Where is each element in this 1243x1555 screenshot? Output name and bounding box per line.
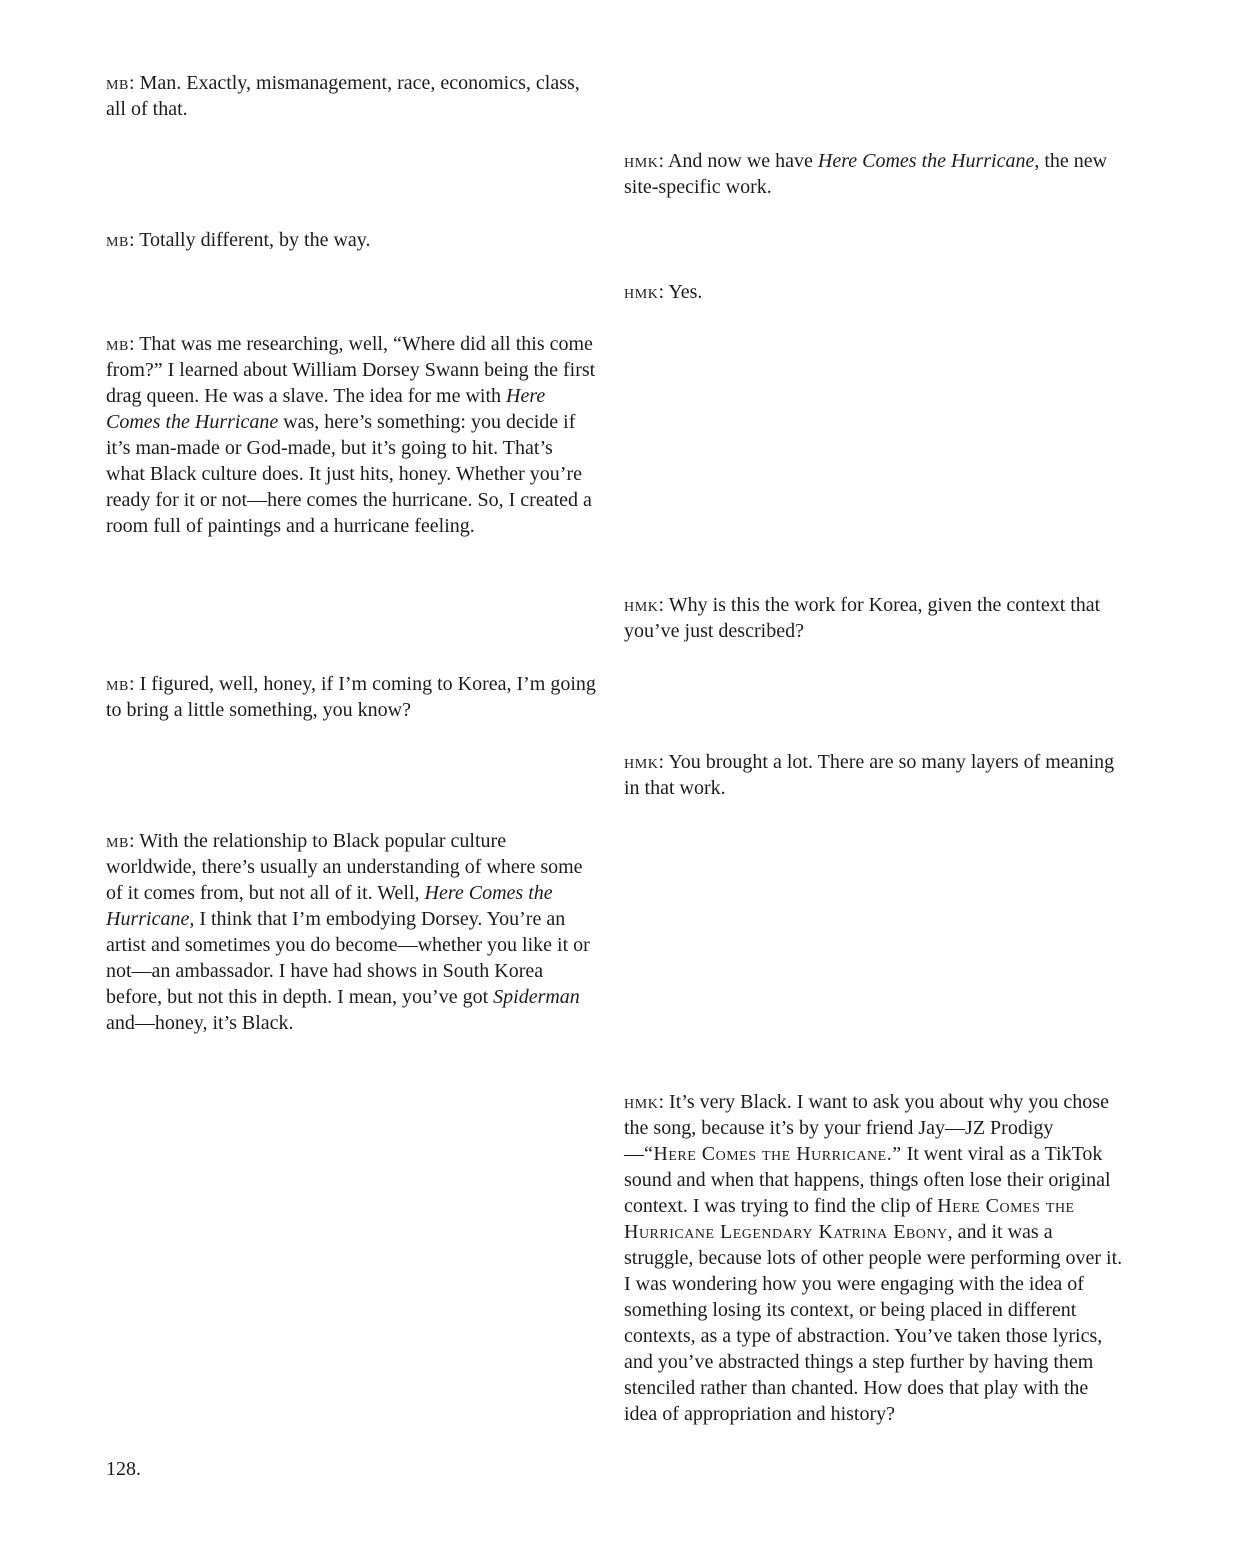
clip-title-small-caps: Here Comes the Hurricane Legendary Katrina Ebony (624, 1195, 1075, 1243)
interview-turn-hmk: hmk: You brought a lot. There are so many layers of meaning in that work. (624, 751, 1115, 799)
turn-text: It’s very Black. I want to ask you about why you chose the song, because it’s by your friend Jay—JZ Prodigy— (624, 1091, 1109, 1165)
turn-text: It went viral as a TikTok sound and when that happens, things often lose their original context. I was trying to find the clip of (624, 1143, 1111, 1217)
speaker-label-mb: mb (106, 72, 129, 94)
turn-text: Yes. (668, 281, 703, 303)
interview-turn-hmk: hmk: Why is this the work for Korea, given the context that you’ve just described? (624, 594, 1101, 642)
turn-text: And now we have (667, 150, 818, 172)
turn-text: Man. Exactly, mismanagement, race, economics, class, all of that. (106, 72, 580, 120)
turn-text: With the relationship to Black popular culture worldwide, there’s usually an understanding of where some of it comes from, but not all of it. Well, (106, 830, 583, 904)
interview-turn-mb: mb: With the relationship to Black popular culture worldwide, there’s usually an understanding of where some of it comes from, but not all of it. Well, Here Comes the Hurricane, I think that I’m embodying Dorsey. You’re an artist and sometimes you do become—whether you like it or not—an ambassador. I have had shows in South Korea before, but not this in depth. I mean, you’ve got Spiderman and—honey, it’s Black. (106, 830, 590, 1034)
work-title-italic: Here Comes the Hurricane, (106, 882, 553, 930)
turn-text: I think that I’m embodying Dorsey. You’re an artist and sometimes you do become—whether you like it or not—an ambassador. I have had shows in South Korea before, but not this in depth. I mean, you’ve got (106, 908, 590, 1008)
speaker-label-hmk: hmk (624, 751, 659, 773)
interview-turn-mb: mb: I figured, well, honey, if I’m coming to Korea, I’m going to bring a little something, you know? (106, 673, 596, 721)
work-title-italic: Spiderman (493, 986, 580, 1008)
interview-turn-hmk: hmk: And now we have Here Comes the Hurricane, the new site-specific work. (624, 150, 1108, 198)
interview-turn-mb: mb: That was me researching, well, “Where did all this come from?” I learned about William Dorsey Swann being the first drag queen. He was a slave. The idea for me with Here Comes the Hurricane was, here’s something: you decide if it’s man-made or God-made, but it’s going to hit. That’s what Black culture does. It just hits, honey. Whether you’re ready for it or not—here comes the hurricane. So, I created a room full of paintings and a hurricane feeling. (106, 333, 596, 537)
work-title-italic: Here Comes the Hurricane (817, 150, 1035, 172)
interview-turn-hmk: hmk: Yes. (624, 281, 703, 303)
speaker-label-hmk: hmk (624, 594, 659, 616)
interview-turn-mb: mb: Man. Exactly, mismanagement, race, economics, class, all of that. (106, 72, 580, 120)
speaker-label-mb: mb (106, 830, 129, 852)
turn-text: Why is this the work for Korea, given the context that you’ve just described? (624, 594, 1101, 642)
turn-text: , and it was a struggle, because lots of other people were performing over it. I was wondering how you were engaging with the idea of something losing its context, or being placed in different contexts, as a type of abstraction. You’ve taken those lyrics, and you’ve abstracted things a step further by having them stenciled rather than chanted. How does that play with the idea of appropriation and history? (624, 1221, 1123, 1425)
turn-text: Totally different, by the way. (139, 229, 371, 251)
turn-text: was, here’s something: you decide if it’s man-made or God-made, but it’s going to hit. That’s what Black culture does. It just hits, honey. Whether you’re ready for it or not—here comes the hurricane. So, I created a room full of paintings and a hurricane feeling. (106, 411, 592, 537)
turn-text: I figured, well, honey, if I’m coming to Korea, I’m going to bring a little something, you know? (106, 673, 596, 721)
turn-text: and—honey, it’s Black. (106, 1012, 294, 1034)
turn-text: You brought a lot. There are so many layers of meaning in that work. (624, 751, 1115, 799)
interview-turn-hmk: hmk: It’s very Black. I want to ask you about why you chose the song, because it’s by your friend Jay—JZ Prodigy—“Here Comes the Hurricane.” It went viral as a TikTok sound and when that happens, things often lose their original context. I was trying to find the clip of Here Comes the Hurricane Legendary Katrina Ebony, and it was a struggle, because lots of other people were performing over it. I was wondering how you were engaging with the idea of something losing its context, or being placed in different contexts, as a type of abstraction. You’ve taken those lyrics, and you’ve abstracted things a step further by having them stenciled rather than chanted. How does that play with the idea of appropriation and history? (624, 1091, 1123, 1425)
turn-text: , the new site-specific work. (624, 150, 1108, 198)
speaker-label-hmk: hmk (624, 281, 659, 303)
speaker-label-mb: mb (106, 229, 129, 251)
interview-turn-mb: mb: Totally different, by the way. (106, 229, 371, 251)
work-title-italic: Here Comes the Hurricane (106, 385, 546, 433)
turn-text: That was me researching, well, “Where did all this come from?” I learned about William Dorsey Swann being the first drag queen. He was a slave. The idea for me with (106, 333, 596, 407)
speaker-label-hmk: hmk (624, 1091, 659, 1113)
song-title-small-caps: “Here Comes the Hurricane.” (644, 1143, 902, 1165)
speaker-label-mb: mb (106, 673, 129, 695)
speaker-label-mb: mb (106, 333, 129, 355)
speaker-label-hmk: hmk (624, 150, 659, 172)
page-number: 128. (106, 1458, 141, 1480)
